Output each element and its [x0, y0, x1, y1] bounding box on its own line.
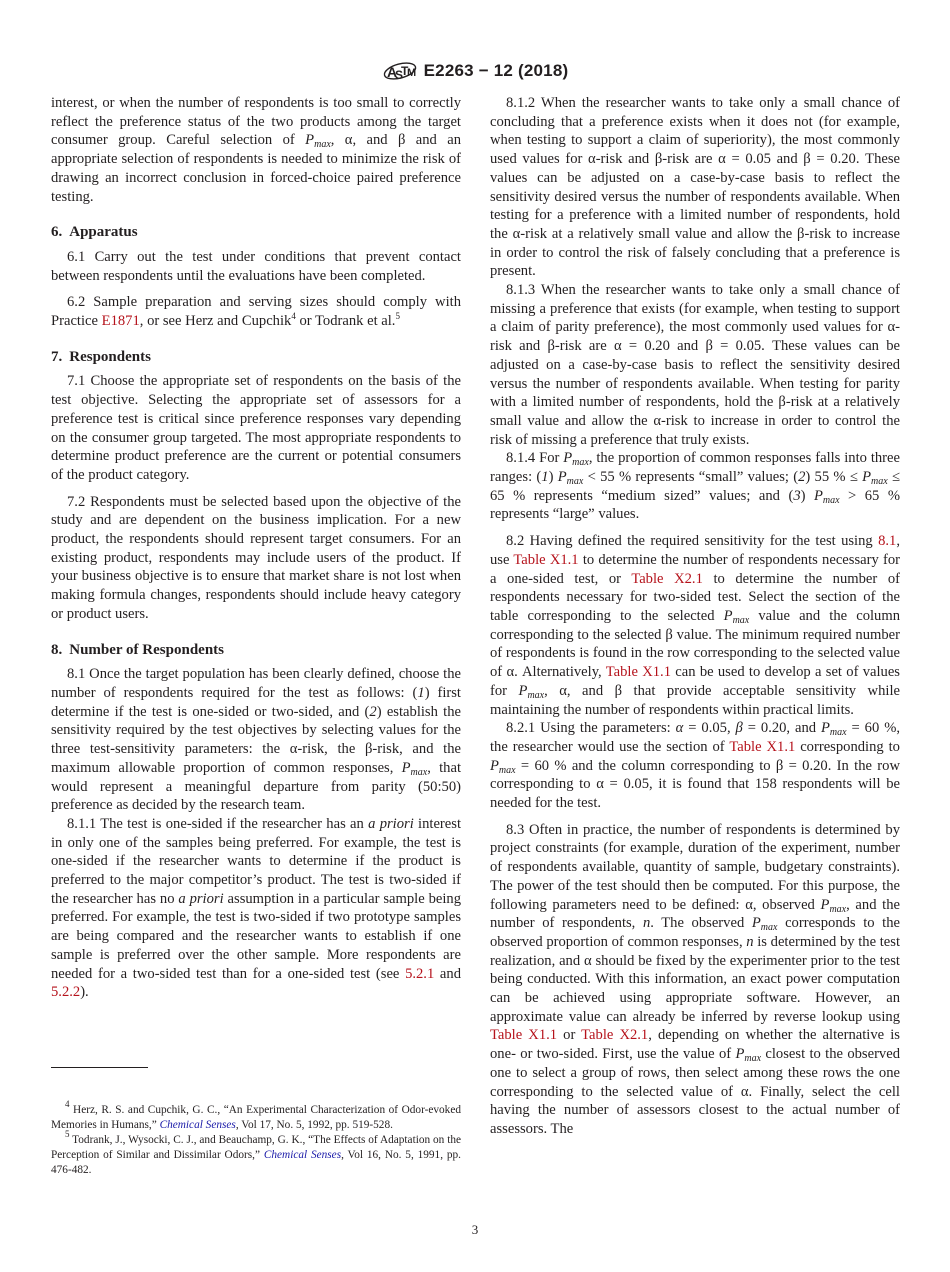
paragraph-8-1-4: 8.1.4 For $P_{max}$, the proportion of common responses falls into three ranges: (1) $P_{max} < 55$ % represents “small” values; (2) 55 % ≤ $P_{max} \le 65$ % represents “medium sized” values; and (3) $P_{max} > 65$ % represents “large” values. [490, 450, 900, 523]
paragraph-6-2: 6.2 Sample preparation and serving sizes should comply with Practice E1871, or see Herz and Cupchik$^4$ or Todrank et al.$^5$ [51, 294, 461, 330]
page-header [0, 56, 950, 86]
section-7-heading: 7. Respondents [51, 348, 151, 365]
intro-paragraph: interest, or when the number of respondents is too small to correctly reflect the preference status of the two products among the target consumer group. Careful selection of $P_{max}$, α, and β and an appropriate selection of respondents is needed to minimize the risk of drawing an incorrect conclusion in forced-choice paired preference testing. [51, 95, 461, 205]
paragraph-6-1: 6.1 Carry out the test under conditions that prevent contact between respondents until the evaluations have been completed. [51, 248, 461, 284]
link-table-x1-1[interactable]: Table X1.1 [490, 1027, 558, 1044]
paragraph-8-1-3: 8.1.3 When the researcher wants to take only a small chance of missing a preference that exists (for example, when testing to support a claim of parity preference), the most commonly used values for α-risk and β-risk are α = 0.20 and β = 0.05. These values can be adjusted on a case-by-case basis to reflect the sensitivity desired versus the number of respondents available. When testing for parity with a limited number of respondents, hold the β-risk at a relatively small value and allow the α-risk to increase in order to control the risk of missing a preference that truly exists. [490, 282, 900, 448]
paragraph-8-1-2: 8.1.2 When the researcher wants to take only a small chance of concluding that a preference exists when it does not (for example, when testing to support a claim of superiority), the most commonly used values for α-risk and β-risk are α = 0.05 and β = 0.20. These values can be adjusted on a case-by-case basis to reflect the sensitivity desired versus the number of respondents available. When testing for a preference with a limited number of respondents, hold the α-risk at a relatively small value and allow the β-risk to increase in order to control the risk of falsely concluding that a preference is present. [490, 95, 900, 280]
paragraph-7-2: 7.2 Respondents must be selected based upon the objective of the study and are dependent on the business implication. For a new product, the respondents should represent target consumers. For an existing product, respondents may include users of the product. If your business objective is to ensure that market share is not lost when making formula changes, respondents should include heavy category or product users. [51, 493, 461, 622]
footnotes [51, 1099, 461, 1178]
link-5-2-2[interactable]: 5.2.2 [51, 984, 81, 1001]
svg-text:A: A [386, 64, 397, 80]
link-table-x1-1[interactable]: Table X1.1 [513, 551, 579, 568]
section-8-heading: 8. Number of Respondents [51, 641, 224, 658]
link-table-x2-1[interactable]: Table X2.1 [631, 570, 703, 587]
link-e1871[interactable]: E1871 [101, 313, 140, 330]
paragraph-8-1: 8.1 Once the target population has been clearly defined, choose the number of respondents required for the test as follows: (1) first determine if the test is one-sided or two-sided, and (2) establish the sensitivity required by the test objectives by selecting values for the three test-sensitivity parameters: the α-risk, the β-risk, and the maximum allowable proportion of common responses, $P_{max}$, that would represent a meaningful departure from parity (50:50) preference as decided by the research team. [51, 666, 461, 814]
paragraph-7-1: 7.1 Choose the appropriate set of respondents on the basis of the test objective. Selecting the appropriate set of assessors for a preference test is critical since preference responses vary depending on the consumer group targeted. The most appropriate respondents to determine product preference are the current or potential consumers of the product category. [51, 373, 461, 483]
paragraph-8-1-1: 8.1.1 The test is one-sided if the researcher has an a priori interest in only one of the samples being preferred. For example, the test is one-sided if the researcher wants to determine if the product is preferred to the major competitor’s product. The test is two-sided if the researcher has no a priori assumption in a particular sample being preferred. For example, the test is two-sided if two prototype samples are being compared and the researcher wants to establish if one sample is preferred over the other sample. More respondents are needed for a two-sided test than for a one-sided test (see 5.2.1 and 5.2.2). [51, 815, 462, 1001]
footnote-divider [51, 1067, 148, 1068]
footnote-ref-5[interactable]: 5 [395, 311, 400, 322]
paragraph-8-2: 8.2 Having defined the required sensitivity for the test using 8.1, use Table X1.1 to determine the number of respondents necessary for a one-sided test, or Table X2.1 to determine the number of respondents necessary for two-sided test. Select the section of the table corresponding to the selected $P_{max}$ value and the column corresponding to the selected β value. The minimum required number of respondents is found in the row corresponding to the selected value of α. Alternatively, Table X1.1 can be used to develop a set of values for $P_{max}$, α, and β that provide acceptable sensitivity while maintaining the number of respondents within practical limits. [490, 533, 901, 718]
link-5-2-1[interactable]: 5.2.1 [405, 965, 435, 982]
link-table-x1-1[interactable]: Table X1.1 [605, 664, 671, 681]
link-8-1[interactable]: 8.1 [878, 533, 897, 550]
right-column [490, 94, 900, 1139]
left-column [51, 94, 461, 1002]
paragraph-8-3: 8.3 Often in practice, the number of respondents is determined by project constraints (for example, duration of the experiment, number of respondents available, quantity of sample, budgetary constraints). The power of the test should then be computed. For this purpose, the following parameters need to be defined: α, observed $P_{max}$, and the number of respondents, n. The observed $P_{max}$ corresponds to the observed proportion of common responses, n is determined by the test realization, and α should be fixed by the experimenter prior to the test being conducted. With this information, an exact power computation can be achieved using appropriate software. However, an approximate value can already be inferred by reverse lookup using Table X1.1 or Table X2.1, depending on whether the alternative is one- or two-sided. First, use the value of $P_{max}$ closest to the observed one to select a group of rows, then select among these rows the one corresponding to the selected value of α. Finally, select the cell having the number of assessors closest to the actual number of assessors. The [490, 821, 901, 1137]
page-number: 3 [471, 1222, 479, 1237]
footnote-5: $^5$ Todrank, J., Wysocki, C. J., and Beauchamp, G. K., “The Effects of Adaptation on the Perception of Similar and Dissimilar Odors,” Chemical Senses, Vol 16, No. 5, 1991, pp. 476-482. [51, 1129, 461, 1176]
journal-link[interactable]: Chemical Senses [263, 1149, 342, 1161]
svg-text:M: M [406, 67, 416, 79]
footnote-4: $^4$ Herz, R. S. and Cupchik, G. C., “An Experimental Characterization of Odor-evoked Memories in Humans,” Chemical Senses, Vol 17, No. 5, 1992, pp. 519-528. [51, 1099, 461, 1131]
paragraph-8-2-1: 8.2.1 Using the parameters: α = 0.05, β = 0.20, and $P_{max} = 60$ %, the researcher would use the section of Table X1.1 corresponding to $P_{max} = 60$ % and the column corresponding to β = 0.20. In the row corresponding to α = 0.05, it is found that 158 respondents will be needed for the test. [490, 720, 900, 812]
svg-text:T: T [400, 64, 408, 78]
journal-link[interactable]: Chemical Senses [159, 1119, 236, 1131]
astm-logo-icon [382, 57, 418, 85]
link-table-x2-1[interactable]: Table X2.1 [581, 1027, 649, 1044]
section-6-heading: 6. Apparatus [51, 224, 138, 241]
document-id: E2263 − 12 (2018) [423, 61, 569, 80]
link-table-x1-1[interactable]: Table X1.1 [729, 738, 796, 755]
footnote-ref-4[interactable]: 4 [291, 311, 296, 322]
svg-text:S: S [394, 68, 403, 82]
